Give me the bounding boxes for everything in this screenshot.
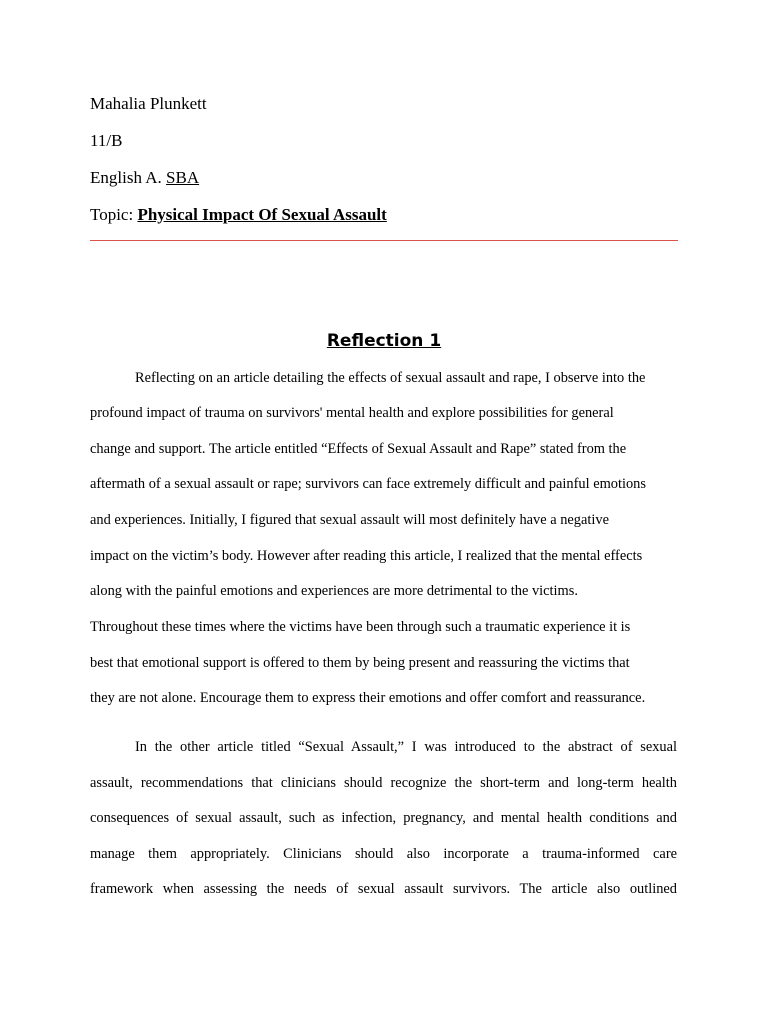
subject-prefix: English A. [90, 168, 167, 187]
reflection-heading: Reflection 1 [326, 331, 442, 351]
paragraph2-line: manage them appropriately. Clinicians should also incorporate a trauma-informed care [90, 846, 677, 862]
topic-title: Physical Impact Of Sexual Assault [137, 205, 387, 224]
paragraph1-line: best that emotional support is offered to them by being present and reassuring the victims that [90, 655, 630, 671]
paragraph1-line: Throughout these times where the victims have been through such a traumatic experience it is [90, 619, 631, 635]
header-divider [90, 240, 678, 241]
paragraph1-line: Reflecting on an article detailing the effects of sexual assault and rape, I observe into the [135, 370, 646, 386]
paragraph1-line: change and support. The article entitled “Effects of Sexual Assault and Rape” stated from the [90, 441, 627, 457]
paragraph2-line: framework when assessing the needs of sexual assault survivors. The article also outlined [90, 881, 677, 897]
paragraph1-line: profound impact of trauma on survivors' mental health and explore possibilities for general [90, 405, 614, 421]
author-name: Mahalia Plunkett [90, 94, 207, 113]
paragraph1-line: and experiences. Initially, I figured that sexual assault will most definitely have a negative [90, 512, 609, 528]
paragraph2-line: assault, recommendations that clinicians should recognize the short-term and long-term health [90, 775, 677, 791]
subject-sba: SBA [166, 168, 200, 187]
paragraph1-line: aftermath of a sexual assault or rape; survivors can face extremely difficult and painful emotions [90, 476, 646, 492]
paragraph2-line: In the other article titled “Sexual Assault,” I was introduced to the abstract of sexual [135, 739, 677, 755]
paragraph2-line: consequences of sexual assault, such as infection, pregnancy, and mental health conditions and [90, 810, 677, 826]
paragraph1-line: along with the painful emotions and experiences are more detrimental to the victims. [90, 583, 578, 599]
subject-line [90, 168, 199, 188]
topic-prefix: Topic: [90, 205, 138, 224]
topic-line [90, 205, 387, 225]
paragraph1-line: they are not alone. Encourage them to express their emotions and offer comfort and reassurance. [90, 690, 646, 706]
class-label: 11/B [90, 131, 123, 150]
paragraph1-line: impact on the victim’s body. However after reading this article, I realized that the mental effects [90, 548, 643, 564]
